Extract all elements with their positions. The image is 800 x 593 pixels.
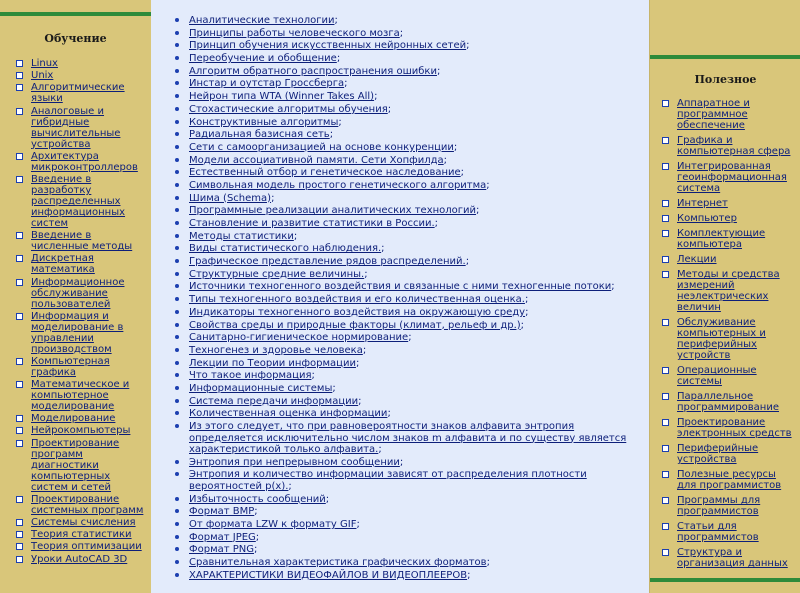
square-bullet-icon	[16, 313, 23, 320]
square-bullet-icon	[16, 60, 23, 67]
main-list-item[interactable]	[175, 544, 635, 556]
square-bullet-icon	[16, 176, 23, 183]
main-link[interactable]: Сети с самоорганизацией на основе конкуренции	[189, 141, 454, 153]
square-bullet-icon	[662, 445, 669, 452]
main-link[interactable]: Становление и развитие статистики в России.	[189, 218, 435, 229]
list-separator: ;	[387, 408, 391, 420]
square-bullet-icon	[16, 519, 23, 526]
list-separator: ;	[311, 370, 315, 382]
list-separator: ;	[466, 40, 470, 52]
main-link[interactable]: От формата LZW к формату GIF	[189, 518, 357, 530]
list-separator: ;	[476, 205, 480, 217]
round-bullet-icon	[175, 411, 179, 415]
left-sidebar-item[interactable]	[16, 541, 148, 552]
round-bullet-icon	[175, 522, 179, 526]
left-sidebar-link[interactable]: Unix	[31, 70, 54, 82]
left-sidebar-link[interactable]: Архитектура микроконтроллеров	[31, 150, 138, 173]
right-sidebar-item[interactable]	[662, 469, 798, 491]
list-separator: ;	[325, 493, 330, 505]
left-sidebar-item[interactable]	[16, 230, 148, 252]
round-bullet-icon	[175, 81, 179, 85]
main-list-item[interactable]	[175, 40, 635, 52]
right-sidebar-top-bar	[650, 55, 800, 59]
left-sidebar-link[interactable]: Теория оптимизации	[31, 541, 142, 553]
round-bullet-icon	[175, 183, 179, 187]
right-sidebar-link[interactable]: Интегрированная геоинформационная система	[677, 161, 787, 194]
main-link[interactable]: Графическое представление рядов распределений.	[189, 256, 466, 268]
right-sidebar-link[interactable]: Аппаратное и программное обеспечение	[677, 98, 750, 131]
list-separator: ;	[329, 129, 334, 141]
list-separator: ;	[293, 230, 298, 242]
main-link[interactable]: Что такое информация	[189, 370, 312, 382]
main-link[interactable]: Программные реализации аналитических технологий	[189, 205, 477, 217]
round-bullet-icon	[175, 145, 179, 149]
round-bullet-icon	[175, 43, 179, 47]
main-link[interactable]: Нейрон типа WTA (Winner Takes All)	[189, 91, 375, 103]
list-separator: ;	[254, 544, 258, 556]
square-bullet-icon	[662, 163, 669, 170]
main-list-item[interactable]	[175, 469, 635, 492]
main-list-item[interactable]	[175, 494, 635, 506]
main-list-item[interactable]	[175, 358, 635, 370]
left-sidebar-item[interactable]	[16, 529, 148, 540]
list-separator: ;	[374, 91, 378, 103]
square-bullet-icon	[662, 497, 669, 504]
main-list-item[interactable]	[175, 91, 635, 103]
round-bullet-icon	[175, 132, 179, 136]
list-separator: ;	[611, 281, 615, 293]
main-list-item[interactable]	[175, 557, 635, 569]
main-link[interactable]: Информационные системы	[189, 382, 333, 394]
square-bullet-icon	[662, 549, 669, 556]
main-list-item[interactable]	[175, 421, 635, 456]
round-bullet-icon	[175, 221, 179, 225]
round-bullet-icon	[175, 373, 179, 377]
right-sidebar-item[interactable]	[662, 228, 798, 250]
right-sidebar-item[interactable]	[662, 317, 798, 361]
left-sidebar-link[interactable]: Информационное обслуживание пользователей	[31, 276, 125, 310]
main-list-item[interactable]	[175, 28, 635, 40]
list-separator: ;	[358, 395, 362, 407]
main-link[interactable]: Источники техногенного воздействия и связанные с ними техногенные потоки	[189, 281, 612, 293]
main-link[interactable]: Из этого следует, что при равновероятности знаков алфавита энтропия определяется исключительно числом знаков m алфавита и по существу является характеристикой только алфавита.	[189, 421, 627, 455]
left-sidebar-link[interactable]: Проектирование программ диагностики компьютерных систем и сетей	[31, 437, 120, 493]
square-bullet-icon	[662, 230, 669, 237]
left-sidebar-item[interactable]	[16, 277, 148, 310]
round-bullet-icon	[175, 259, 179, 263]
right-sidebar-item[interactable]	[662, 161, 798, 194]
main-list-item[interactable]	[175, 15, 635, 27]
main-link[interactable]: Избыточность сообщений	[189, 493, 326, 505]
list-separator: ;	[288, 480, 292, 492]
main-link[interactable]: Стохастические алгоритмы обучения	[189, 103, 388, 115]
main-link[interactable]: ХАРАКТЕРИСТИКИ ВИДЕОФАЙЛОВ И ВИДЕОПЛЕЕРОВ	[189, 569, 468, 581]
left-sidebar-item[interactable]	[16, 82, 148, 104]
square-bullet-icon	[662, 471, 669, 478]
main-link[interactable]: Система передачи информации	[189, 395, 359, 407]
round-bullet-icon	[175, 94, 179, 98]
left-sidebar-item[interactable]	[16, 438, 148, 493]
right-sidebar-link[interactable]: Программы для программистов	[677, 495, 761, 517]
square-bullet-icon	[16, 84, 23, 91]
round-bullet-icon	[175, 56, 179, 60]
round-bullet-icon	[175, 386, 179, 390]
main-link[interactable]: Энтропия при непрерывном сообщении	[189, 456, 400, 468]
left-sidebar-link[interactable]: Linux	[31, 58, 58, 69]
round-bullet-icon	[175, 361, 179, 365]
left-sidebar-link[interactable]: Системы счисления	[31, 517, 136, 528]
main-list-item[interactable]	[175, 506, 635, 518]
left-sidebar-item[interactable]	[16, 379, 148, 412]
main-link[interactable]: Модели ассоциативной памяти. Сети Хопфилда	[189, 154, 444, 166]
round-bullet-icon	[175, 18, 179, 22]
main-link[interactable]: Аналитические технологии	[189, 15, 335, 26]
left-sidebar-item[interactable]	[16, 554, 148, 565]
left-sidebar-item[interactable]	[16, 413, 148, 424]
right-sidebar-item[interactable]	[662, 443, 798, 465]
round-bullet-icon	[175, 196, 179, 200]
right-sidebar-item[interactable]	[662, 135, 798, 157]
square-bullet-icon	[662, 256, 669, 263]
main-list-item[interactable]	[175, 332, 635, 344]
left-sidebar-item[interactable]	[16, 151, 148, 173]
main-list-item[interactable]	[175, 78, 635, 90]
square-bullet-icon	[16, 255, 23, 262]
main-list-item[interactable]	[175, 320, 635, 332]
main-list-item[interactable]	[175, 269, 635, 281]
right-sidebar-link[interactable]: Полезные ресурсы для программистов	[677, 469, 782, 491]
list-separator: ;	[338, 116, 342, 128]
left-sidebar-link[interactable]: Проектирование системных программ	[31, 493, 144, 516]
round-bullet-icon	[175, 573, 179, 577]
left-sidebar-item[interactable]	[16, 517, 148, 528]
square-bullet-icon	[662, 137, 669, 144]
main-list-item[interactable]	[175, 457, 635, 469]
right-sidebar-link[interactable]: Лекции	[677, 254, 717, 265]
right-sidebar-bottom-bar	[650, 578, 800, 582]
right-sidebar-link[interactable]: Параллельное программирование	[677, 391, 779, 413]
list-separator: ;	[378, 444, 382, 455]
main-list-item[interactable]	[175, 243, 635, 255]
right-sidebar-link[interactable]: Периферийные устройства	[677, 443, 759, 465]
square-bullet-icon	[16, 381, 23, 388]
right-sidebar-link[interactable]: Операционные системы	[677, 365, 757, 387]
right-sidebar-item[interactable]	[662, 547, 798, 569]
left-sidebar-item[interactable]	[16, 58, 148, 69]
list-separator: ;	[344, 78, 348, 90]
square-bullet-icon	[662, 367, 669, 374]
square-bullet-icon	[16, 108, 23, 115]
main-list-item[interactable]	[175, 307, 635, 319]
right-sidebar-link[interactable]: Методы и средства измерений неэлектрических величин	[677, 269, 780, 313]
list-separator: ;	[524, 294, 529, 306]
round-bullet-icon	[175, 246, 179, 250]
right-sidebar-link[interactable]: Проектирование электронных средств	[677, 417, 792, 439]
list-separator: ;	[399, 27, 404, 39]
square-bullet-icon	[662, 319, 669, 326]
main-list-item[interactable]	[175, 231, 635, 243]
main-link[interactable]: Радиальная базисная сеть	[189, 129, 330, 141]
main-link[interactable]: Формат PNG	[189, 544, 255, 556]
main-link[interactable]: Символьная модель простого генетического алгоритма	[189, 179, 487, 191]
main-link[interactable]: Принципы работы человеческого мозга	[189, 27, 400, 39]
main-link[interactable]: Переобучение и обобщение	[189, 53, 337, 65]
main-list-item[interactable]	[175, 117, 635, 129]
round-bullet-icon	[175, 120, 179, 124]
square-bullet-icon	[662, 100, 669, 107]
round-bullet-icon	[175, 170, 179, 174]
list-separator: ;	[460, 167, 465, 179]
right-sidebar-link[interactable]: Компьютер	[677, 213, 737, 224]
main-link[interactable]: Техногенез и здоровье человека	[189, 344, 363, 356]
main-link[interactable]: Количественная оценка информации	[189, 408, 388, 420]
left-sidebar-link[interactable]: Дискретная математика	[31, 253, 95, 276]
main-link[interactable]: Формат JPEG	[189, 531, 256, 543]
left-sidebar-title: Обучение	[44, 32, 107, 45]
square-bullet-icon	[662, 393, 669, 400]
main-list-item[interactable]	[175, 129, 635, 141]
main-list-item[interactable]	[175, 396, 635, 408]
right-sidebar-item[interactable]	[662, 98, 798, 131]
list-separator: ;	[520, 319, 525, 331]
left-sidebar-item[interactable]	[16, 425, 148, 436]
list-separator: ;	[332, 382, 336, 394]
main-link[interactable]: Лекции по Теории информации	[189, 357, 356, 369]
right-sidebar-link[interactable]: Структура и организация данных	[677, 547, 788, 569]
left-sidebar-link[interactable]: Компьютерная графика	[31, 355, 110, 378]
left-sidebar-link[interactable]: Алгоритмические языки	[31, 82, 125, 105]
round-bullet-icon	[175, 208, 179, 212]
square-bullet-icon	[16, 543, 23, 550]
main-list-item[interactable]	[175, 66, 635, 78]
main-list-item[interactable]	[175, 570, 635, 582]
left-sidebar-link[interactable]: Информация и моделирование в управлении производством	[31, 310, 124, 355]
left-sidebar-link[interactable]: Теория статистики	[31, 529, 132, 541]
round-bullet-icon	[175, 460, 179, 464]
round-bullet-icon	[175, 497, 179, 501]
main-link[interactable]: Виды статистического наблюдения.	[189, 243, 382, 255]
right-sidebar-item[interactable]	[662, 254, 798, 265]
left-sidebar-link[interactable]: Уроки AutoCAD 3D	[31, 553, 128, 565]
list-separator: ;	[254, 506, 258, 518]
main-link[interactable]: Индикаторы техногенного воздействия на окружающую среду	[189, 306, 526, 318]
square-bullet-icon	[16, 279, 23, 286]
left-sidebar	[0, 0, 152, 593]
main-link[interactable]: Методы статистики	[189, 230, 294, 242]
right-sidebar-item[interactable]	[662, 495, 798, 517]
left-sidebar-top-bar	[0, 12, 151, 16]
square-bullet-icon	[16, 232, 23, 239]
left-sidebar-item[interactable]	[16, 253, 148, 275]
main-link[interactable]: Конструктивные алгоритмы	[189, 116, 339, 128]
right-sidebar-title: Полезное	[694, 73, 757, 86]
square-bullet-icon	[16, 496, 23, 503]
left-sidebar-link[interactable]: Введение в численные методы	[31, 230, 133, 253]
main-link[interactable]: Свойства среды и природные факторы (климат, рельеф и др.)	[189, 319, 521, 331]
square-bullet-icon	[16, 556, 23, 563]
round-bullet-icon	[175, 31, 179, 35]
list-separator: ;	[336, 53, 341, 65]
left-sidebar-item[interactable]	[16, 311, 148, 355]
round-bullet-icon	[175, 399, 179, 403]
square-bullet-icon	[16, 153, 23, 160]
right-sidebar-item[interactable]	[662, 198, 798, 209]
round-bullet-icon	[175, 560, 179, 564]
round-bullet-icon	[175, 348, 179, 352]
left-sidebar-link[interactable]: Моделирование	[31, 413, 116, 425]
main-link[interactable]: Алгоритм обратного распространения ошибки	[189, 65, 437, 77]
right-sidebar-link[interactable]: Обслуживание компьютерных и периферийных устройств	[677, 317, 766, 361]
list-separator: ;	[362, 344, 367, 356]
square-bullet-icon	[16, 427, 23, 434]
main-link[interactable]: Структурные средние величины.	[189, 268, 365, 280]
round-bullet-icon	[175, 509, 179, 513]
right-sidebar-list	[662, 98, 798, 573]
list-separator: ;	[486, 179, 490, 191]
round-bullet-icon	[175, 297, 179, 301]
right-sidebar-item[interactable]	[662, 391, 798, 413]
main-list-item[interactable]	[175, 281, 635, 293]
right-sidebar-item[interactable]	[662, 417, 798, 439]
list-separator: ;	[381, 243, 385, 255]
main-link[interactable]: Типы техногенного воздействия и его количественная оценка.	[189, 294, 525, 306]
main-list-item[interactable]	[175, 167, 635, 179]
main-list-item[interactable]	[175, 155, 635, 167]
square-bullet-icon	[662, 271, 669, 278]
main-link[interactable]: Принцип обучения искусственных нейронных сетей	[189, 40, 467, 52]
round-bullet-icon	[175, 472, 179, 476]
square-bullet-icon	[662, 419, 669, 426]
list-separator: ;	[525, 306, 529, 318]
main-link-list	[175, 15, 635, 582]
main-list-item[interactable]	[175, 193, 635, 205]
round-bullet-icon	[175, 69, 179, 73]
list-separator: ;	[436, 65, 441, 77]
main-list-item[interactable]	[175, 519, 635, 531]
right-sidebar-item[interactable]	[662, 365, 798, 387]
main-list-item[interactable]	[175, 370, 635, 382]
list-separator: ;	[486, 557, 490, 568]
list-separator: ;	[364, 268, 368, 280]
left-sidebar-item[interactable]	[16, 356, 148, 378]
list-separator: ;	[387, 103, 392, 115]
list-separator: ;	[255, 531, 260, 543]
main-list-item[interactable]	[175, 532, 635, 544]
left-sidebar-link[interactable]: Введение в разработку распределенных информационных систем	[31, 173, 126, 229]
round-bullet-icon	[175, 107, 179, 111]
list-separator: ;	[271, 192, 275, 204]
right-sidebar-item[interactable]	[662, 213, 798, 224]
list-separator: ;	[334, 15, 338, 26]
left-sidebar-item[interactable]	[16, 494, 148, 516]
square-bullet-icon	[16, 415, 23, 422]
main-list-item[interactable]	[175, 142, 635, 154]
left-sidebar-item[interactable]	[16, 174, 148, 229]
main-link[interactable]: Санитарно-гигиеническое нормирование	[189, 332, 409, 344]
square-bullet-icon	[662, 215, 669, 222]
list-separator: ;	[465, 256, 470, 268]
left-sidebar-item[interactable]	[16, 106, 148, 150]
main-list-item[interactable]	[175, 256, 635, 268]
square-bullet-icon	[16, 440, 23, 447]
round-bullet-icon	[175, 547, 179, 551]
right-sidebar-item[interactable]	[662, 521, 798, 543]
main-link[interactable]: Естественный отбор и генетическое наследование	[189, 167, 461, 179]
right-sidebar-link[interactable]: Комплектующие компьютера	[677, 228, 766, 250]
list-separator: ;	[356, 518, 360, 530]
list-separator: ;	[443, 154, 448, 166]
main-list-item[interactable]	[175, 383, 635, 395]
right-sidebar-link[interactable]: Графика и компьютерная сфера	[677, 135, 791, 157]
round-bullet-icon	[175, 158, 179, 162]
list-separator: ;	[399, 456, 404, 468]
right-sidebar	[649, 0, 800, 593]
right-sidebar-link[interactable]: Интернет	[677, 198, 728, 209]
main-link[interactable]: Формат BMP	[189, 506, 255, 518]
round-bullet-icon	[175, 323, 179, 327]
main-list-item[interactable]	[175, 205, 635, 217]
square-bullet-icon	[16, 72, 23, 79]
square-bullet-icon	[662, 200, 669, 207]
left-sidebar-list	[16, 58, 148, 566]
square-bullet-icon	[16, 531, 23, 538]
main-link[interactable]: Инстар и оутстар Гроссберга	[189, 78, 345, 90]
right-sidebar-item[interactable]	[662, 269, 798, 313]
main-list-item[interactable]	[175, 294, 635, 306]
left-sidebar-link[interactable]: Математическое и компьютерное моделирование	[31, 379, 130, 413]
round-bullet-icon	[175, 284, 179, 288]
round-bullet-icon	[175, 272, 179, 276]
right-sidebar-link[interactable]: Статьи для программистов	[677, 521, 759, 543]
list-separator: ;	[467, 569, 471, 581]
list-separator: ;	[434, 218, 438, 229]
main-link[interactable]: Сравнительная характеристика графических форматов	[189, 557, 487, 568]
square-bullet-icon	[662, 523, 669, 530]
square-bullet-icon	[16, 358, 23, 365]
list-separator: ;	[355, 357, 360, 369]
round-bullet-icon	[175, 234, 179, 238]
round-bullet-icon	[175, 310, 179, 314]
round-bullet-icon	[175, 424, 179, 428]
list-separator: ;	[408, 332, 412, 344]
main-link[interactable]: Шима (Schema)	[189, 192, 272, 204]
main-link[interactable]: Энтропия и количество информации зависят от распределения плотности вероятностей p(x).	[189, 469, 587, 492]
round-bullet-icon	[175, 535, 179, 539]
left-sidebar-link[interactable]: Нейрокомпьютеры	[31, 425, 131, 437]
main-list-item[interactable]	[175, 104, 635, 116]
main-list-item[interactable]	[175, 180, 635, 192]
round-bullet-icon	[175, 335, 179, 339]
left-sidebar-item[interactable]	[16, 70, 148, 81]
main-list-item[interactable]	[175, 218, 635, 230]
left-sidebar-link[interactable]: Аналоговые и гибридные вычислительные устройства	[31, 105, 121, 150]
list-separator: ;	[453, 141, 458, 153]
main-list-item[interactable]	[175, 345, 635, 357]
main-list-item[interactable]	[175, 408, 635, 420]
main-list-item[interactable]	[175, 53, 635, 65]
